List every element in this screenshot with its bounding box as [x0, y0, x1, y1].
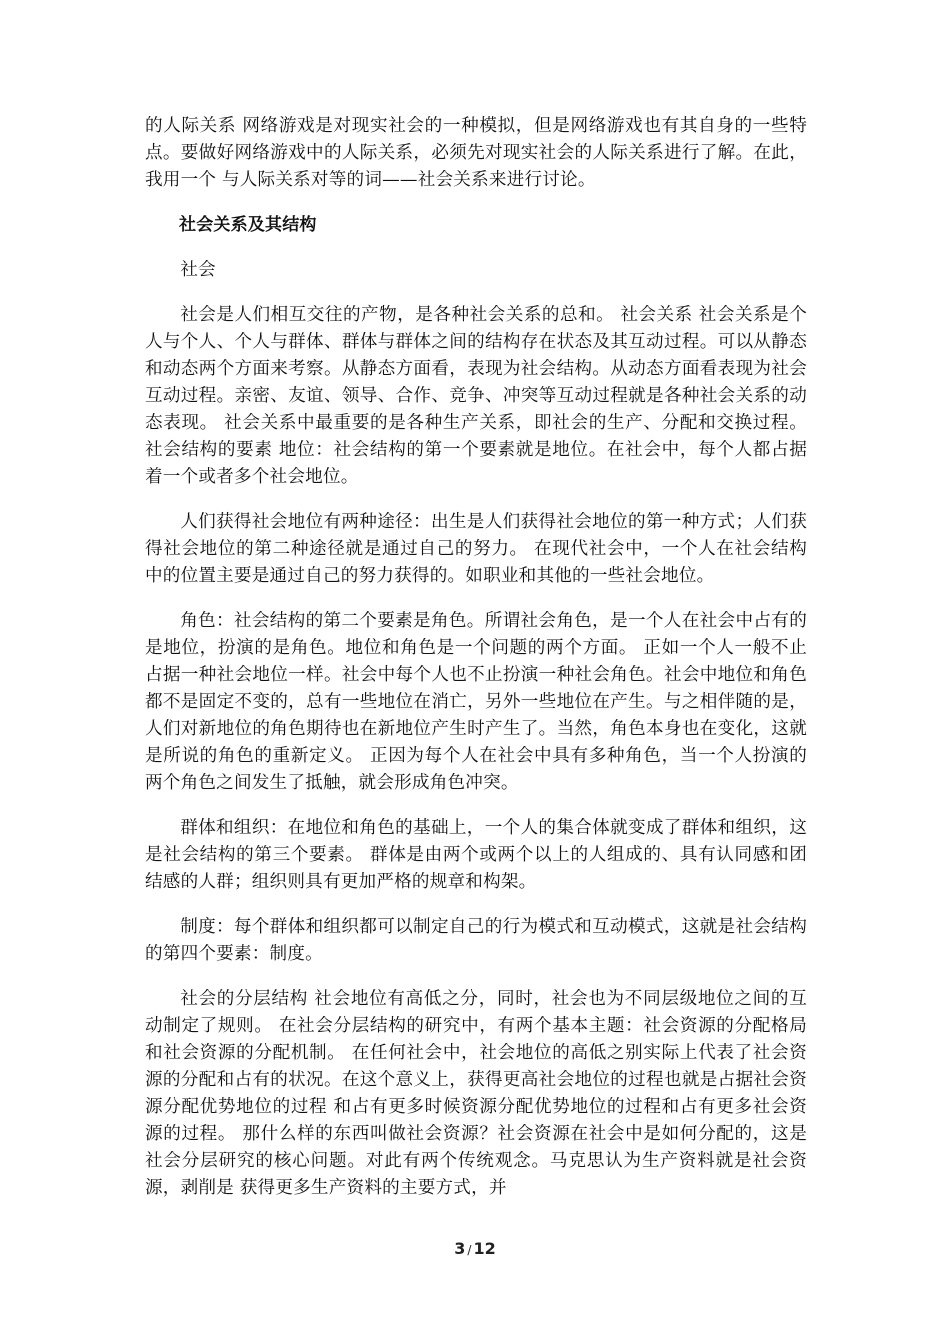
section-heading: 社会关系及其结构 [179, 215, 317, 235]
document-body [145, 113, 807, 1202]
paragraph-role: 角色：社会结构的第二个要素是角色。所谓社会角色，是一个人在社会中占有的是地位，扮演的是角色。地位和角色是一个问题的两个方面。 正如一个人一般不止占据一种社会地位一样。社会中每个人也不止扮演一种社会角色。社会中地位和角色都不是固定不变的，总有一些地位在消亡，另外一些地位在产生。与之相伴随的是，人们对新地位的角色期待也在新地位产生时产生了。当然，角色本身也在变化，这就是所说的角色的重新定义。 正因为每个人在社会中具有多种角色，当一个人扮演的两个角色之间发生了抵触，就会形成角色冲突。 [145, 611, 807, 793]
paragraph-society: 社会是人们相互交往的产物，是各种社会关系的总和。 社会关系 社会关系是个人与个人、个人与群体、群体与群体之间的结构存在状态及其互动过程。可以从静态和动态两个方面来考察。从静态方面看，表现为社会结构。从动态方面看表现为社会互动过程。亲密、友谊、领导、合作、竞争、冲突等互动过程就是各种社会关系的动态表现。 社会关系中最重要的是各种生产关系，即社会的生产、分配和交换过程。 社会结构的要素 地位：社会结构的第一个要素就是地位。在社会中，每个人都占据着一个或者多个社会地位。 [145, 305, 807, 487]
page-separator: / [467, 1243, 472, 1257]
subsection-label: 社会 [180, 260, 216, 280]
page-current: 3 [454, 1239, 466, 1258]
paragraph-status: 人们获得社会地位有两种途径：出生是人们获得社会地位的第一种方式；人们获得社会地位的第二种途径就是通过自己的努力。 在现代社会中，一个人在社会结构中的位置主要是通过自己的努力获得的。如职业和其他的一些社会地位。 [145, 512, 807, 586]
paragraph-groups: 群体和组织：在地位和角色的基础上，一个人的集合体就变成了群体和组织，这是社会结构的第三个要素。 群体是由两个或两个以上的人组成的、具有认同感和团结感的人群；组织则具有更加严格的规章和构架。 [145, 818, 807, 892]
page-total: 12 [473, 1239, 496, 1258]
page-number [0, 1239, 950, 1258]
paragraph-stratification: 社会的分层结构 社会地位有高低之分，同时，社会也为不同层级地位之间的互动制定了规则。 在社会分层结构的研究中，有两个基本主题：社会资源的分配格局和社会资源的分配机制。 在任何社会中，社会地位的高低之别实际上代表了社会资源的分配和占有的状况。在这个意义上，获得更高社会地位的过程也就是占据社会资源分配优势地位的过程 和占有更多时候资源分配优势地位的过程和占有更多社会资源的过程。 那什么样的东西叫做社会资源？社会资源在社会中是如何分配的，这是社会分层研究的核心问题。对此有两个传统观念。马克思认为生产资料就是社会资源，剥削是 获得更多生产资料的主要方式，并 [145, 989, 807, 1198]
paragraph-intro: 的人际关系 网络游戏是对现实社会的一种模拟，但是网络游戏也有其自身的一些特点。要做好网络游戏中的人际关系，必须先对现实社会的人际关系进行了解。在此，我用一个 与人际关系对等的词——社会关系来进行讨论。 [145, 116, 807, 190]
paragraph-institution: 制度：每个群体和组织都可以制定自己的行为模式和互动模式，这就是社会结构的第四个要素：制度。 [145, 917, 807, 964]
